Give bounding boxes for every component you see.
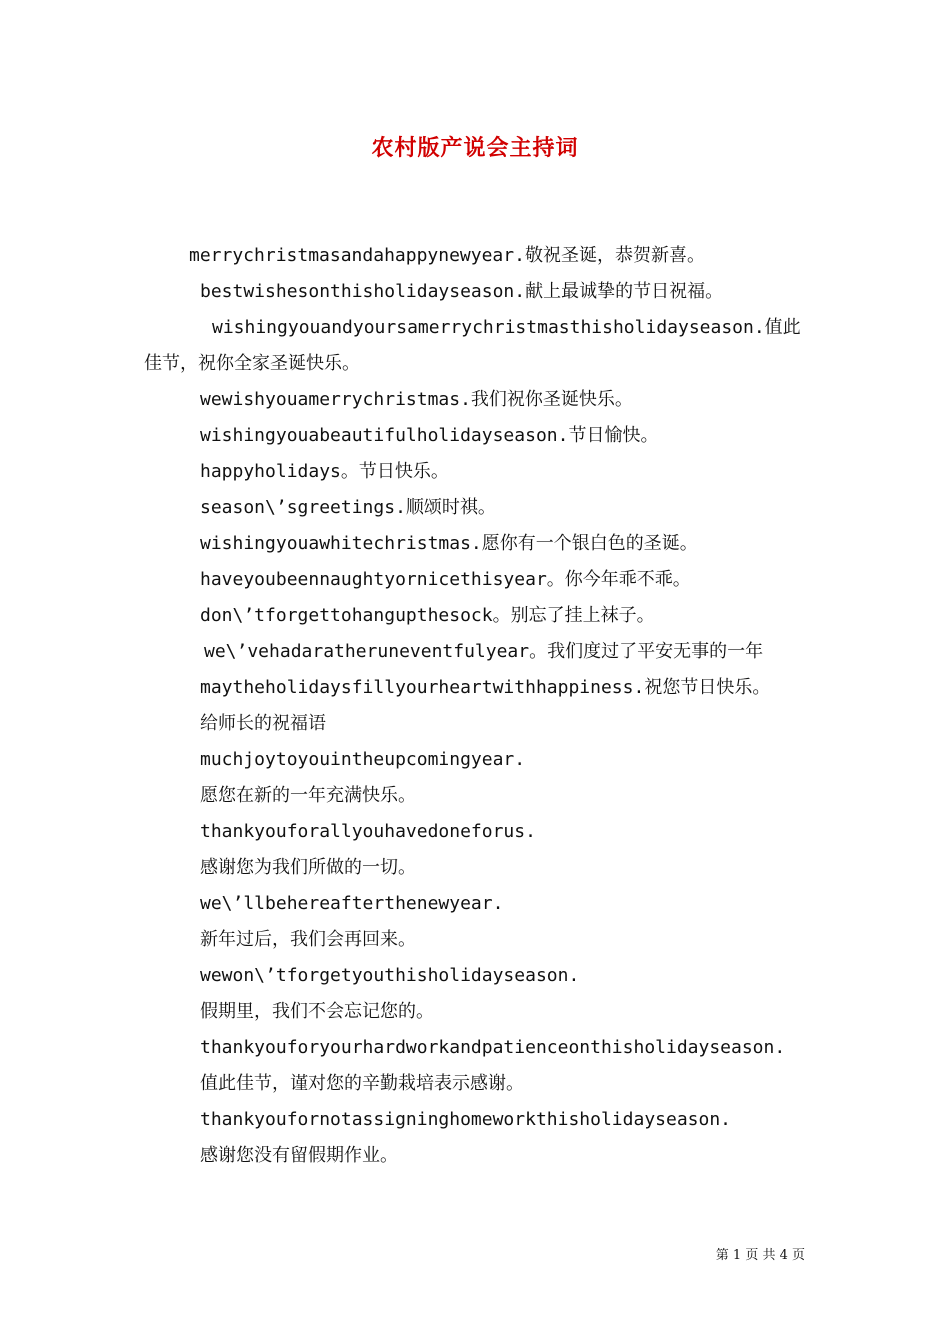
paragraph: 假期里，我们不会忘记您的。: [200, 1001, 434, 1022]
paragraph: wishingyouandyoursamerrychristmasthisholidayseason.值此佳节，祝你全家圣诞快乐。: [144, 317, 801, 374]
paragraph: season\’sgreetings.顺颂时祺。: [200, 497, 496, 518]
paragraph: wishingyouabeautifulholidayseason.节日愉快。: [200, 425, 659, 446]
paragraph: maytheholidaysfillyourheartwithhappiness.祝您节日快乐。: [200, 677, 771, 698]
page-number: 第 1 页 共 4 页: [715, 1248, 805, 1263]
paragraph: muchjoytoyouintheupcomingyear.: [200, 749, 526, 770]
paragraph: 感谢您没有留假期作业。: [200, 1145, 398, 1166]
paragraph: haveyoubeennaughtyornicethisyear。你今年乖不乖。: [200, 569, 691, 590]
paragraph: wewon\’tforgetyouthisholidayseason.: [200, 965, 580, 986]
paragraph: 愿您在新的一年充满快乐。: [200, 785, 416, 806]
paragraph: we\’llbehereafterthenewyear.: [200, 893, 504, 914]
paragraph: thankyouforyourhardworkandpatienceonthisholidayseason.: [200, 1037, 786, 1058]
paragraph: merrychristmasandahappynewyear.敬祝圣诞，恭贺新喜。: [189, 245, 705, 266]
paragraph: wewishyouamerrychristmas.我们祝你圣诞快乐。: [200, 389, 633, 410]
paragraph: we\’vehadaratheruneventfulyear。我们度过了平安无事的一年: [204, 641, 764, 662]
paragraph: 值此佳节，谨对您的辛勤栽培表示感谢。: [200, 1073, 524, 1094]
document-body: [144, 238, 810, 1174]
paragraph: don\’tforgettohangupthesock。别忘了挂上袜子。: [200, 605, 655, 626]
paragraph: happyholidays。节日快乐。: [200, 461, 449, 482]
paragraph: 感谢您为我们所做的一切。: [200, 857, 416, 878]
paragraph: thankyouforallyouhavedoneforus.: [200, 821, 536, 842]
paragraph: thankyoufornotassigninghomeworkthisholidayseason.: [200, 1109, 732, 1130]
section-heading: 给师长的祝福语: [200, 713, 326, 734]
paragraph: bestwishesonthisholidayseason.献上最诚挚的节日祝福。: [200, 281, 724, 302]
paragraph: wishingyouawhitechristmas.愿你有一个银白色的圣诞。: [200, 533, 698, 554]
paragraph: 新年过后，我们会再回来。: [200, 929, 416, 950]
document-title: 农村版产说会主持词: [371, 135, 579, 161]
